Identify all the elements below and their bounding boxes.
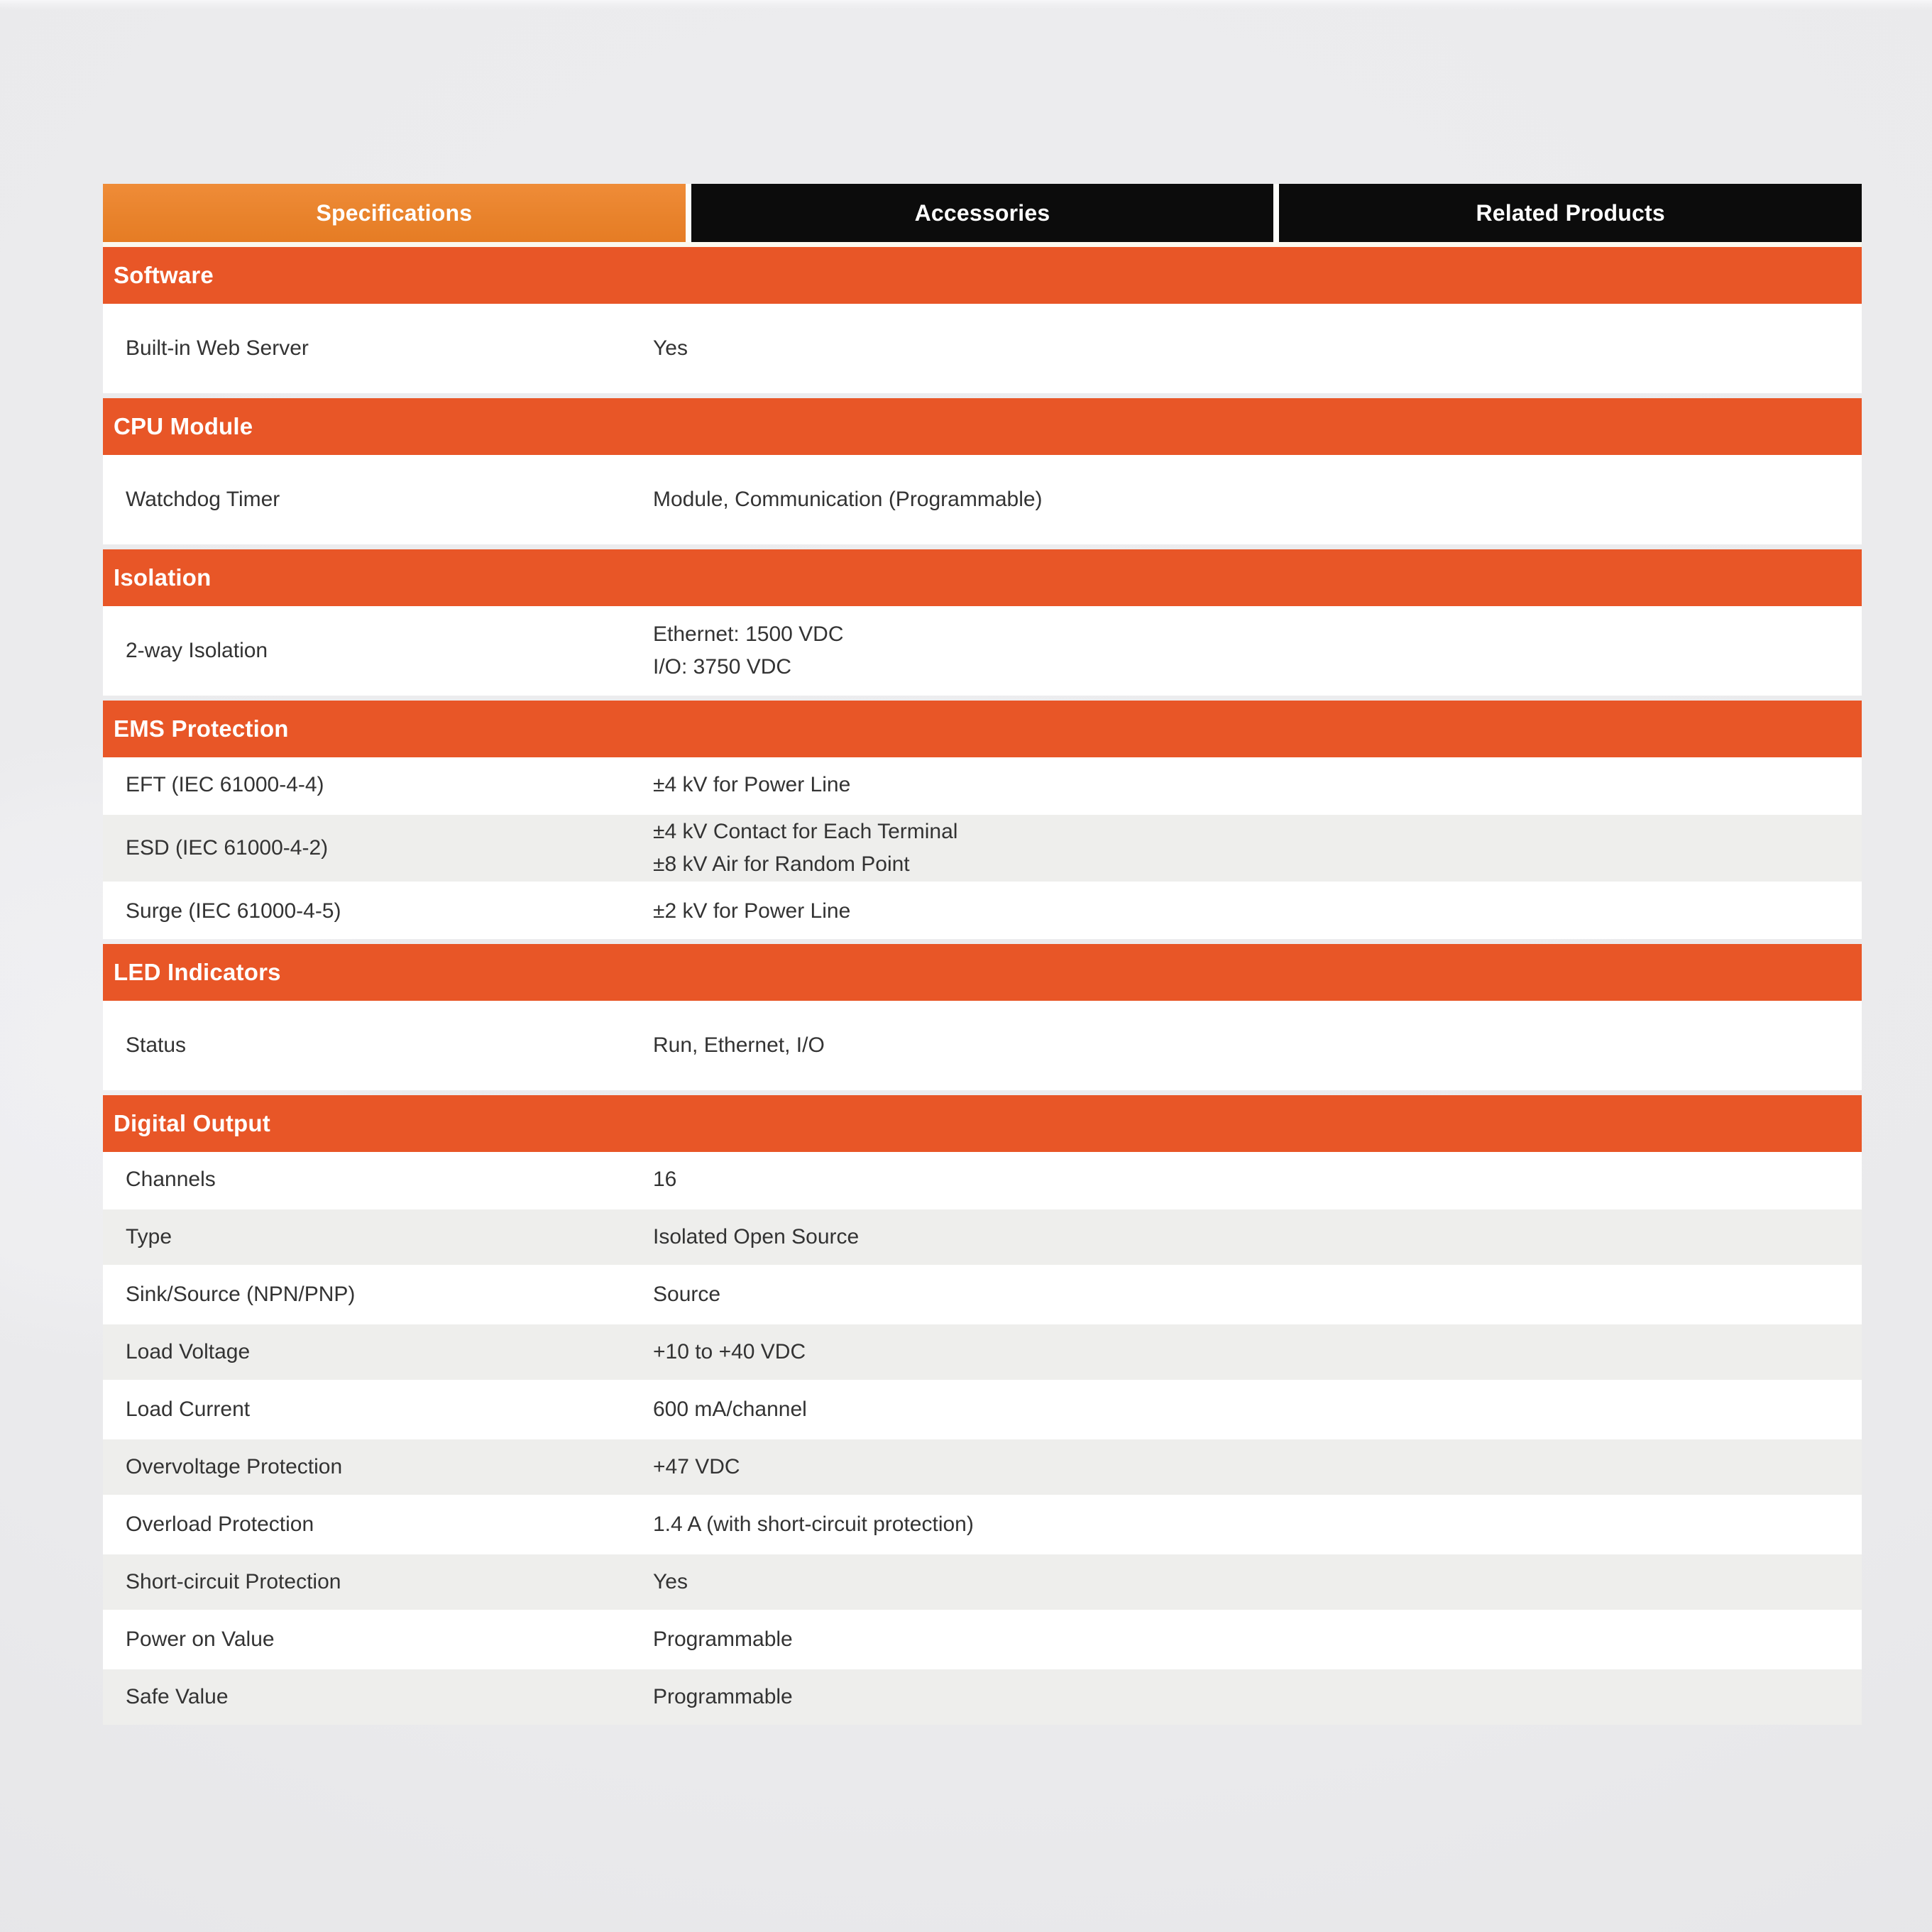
spec-row-built-in-web-server bbox=[103, 304, 1862, 393]
spec-value-line: Source bbox=[653, 1283, 721, 1306]
spec-value-line: ±4 kV for Power Line bbox=[653, 773, 851, 796]
spec-value-line: 1.4 A (with short-circuit protection) bbox=[653, 1513, 974, 1536]
section-digital-output bbox=[103, 1095, 1862, 1725]
spec-value bbox=[653, 895, 1862, 928]
spec-value bbox=[653, 1393, 1862, 1426]
section-title-digital-output: Digital Output bbox=[103, 1095, 1862, 1152]
spec-row-surge-iec-61000-4-5 bbox=[103, 882, 1862, 939]
tab-related-products[interactable]: Related Products bbox=[1279, 184, 1862, 242]
spec-label: 2-way Isolation bbox=[126, 639, 268, 662]
spec-row-watchdog-timer bbox=[103, 455, 1862, 544]
spec-row-sink-source-npn-pnp bbox=[103, 1265, 1862, 1322]
spec-label: Load Current bbox=[126, 1398, 251, 1421]
spec-value bbox=[653, 769, 1862, 801]
spec-value-line: Programmable bbox=[653, 1628, 793, 1651]
spec-value-line: 16 bbox=[653, 1168, 677, 1191]
spec-label: Status bbox=[126, 1033, 187, 1057]
spec-value-line: ±4 kV Contact for Each Terminal bbox=[653, 820, 958, 843]
spec-row-2-way-isolation bbox=[103, 606, 1862, 696]
spec-value bbox=[653, 1029, 1862, 1062]
spec-value-line: I/O: 3750 VDC bbox=[653, 655, 792, 679]
spec-label: Load Voltage bbox=[126, 1340, 251, 1363]
spec-row-channels bbox=[103, 1152, 1862, 1207]
spec-value bbox=[653, 816, 1862, 881]
spec-value-line: Yes bbox=[653, 1570, 688, 1593]
spec-row-load-current bbox=[103, 1380, 1862, 1437]
spec-value-line: Yes bbox=[653, 336, 688, 360]
spec-value-line: Programmable bbox=[653, 1685, 793, 1708]
section-title-software: Software bbox=[103, 247, 1862, 304]
spec-value-line: Isolated Open Source bbox=[653, 1225, 860, 1248]
spec-label: Power on Value bbox=[126, 1628, 275, 1651]
section-title-ems-protection: EMS Protection bbox=[103, 701, 1862, 757]
spec-label: Built-in Web Server bbox=[126, 336, 309, 360]
spec-value bbox=[653, 1336, 1862, 1368]
spec-label: Channels bbox=[126, 1168, 216, 1191]
spec-value bbox=[653, 1278, 1862, 1311]
spec-value-line: Ethernet: 1500 VDC bbox=[653, 622, 844, 646]
spec-value bbox=[653, 1221, 1862, 1253]
spec-sections bbox=[103, 247, 1862, 1725]
section-ems-protection bbox=[103, 701, 1862, 939]
tab-bar bbox=[103, 184, 1862, 247]
spec-value bbox=[653, 1508, 1862, 1541]
tab-accessories[interactable]: Accessories bbox=[691, 184, 1274, 242]
spec-label: ESD (IEC 61000-4-2) bbox=[126, 836, 329, 860]
spec-value bbox=[653, 483, 1862, 516]
spec-row-eft-iec-61000-4-4 bbox=[103, 757, 1862, 813]
spec-value-line: Run, Ethernet, I/O bbox=[653, 1033, 825, 1057]
spec-label: Sink/Source (NPN/PNP) bbox=[126, 1283, 356, 1306]
section-title-isolation: Isolation bbox=[103, 549, 1862, 606]
spec-value bbox=[653, 1451, 1862, 1483]
spec-value bbox=[653, 1566, 1862, 1598]
spec-label: Type bbox=[126, 1225, 172, 1248]
spec-row-short-circuit-protection bbox=[103, 1552, 1862, 1610]
spec-value bbox=[653, 618, 1862, 684]
spec-value-line: +10 to +40 VDC bbox=[653, 1340, 806, 1363]
spec-row-load-voltage bbox=[103, 1322, 1862, 1380]
spec-row-power-on-value bbox=[103, 1610, 1862, 1667]
spec-value-line: +47 VDC bbox=[653, 1455, 740, 1478]
spec-label: EFT (IEC 61000-4-4) bbox=[126, 773, 324, 796]
spec-label: Short-circuit Protection bbox=[126, 1570, 341, 1593]
section-software bbox=[103, 247, 1862, 393]
spec-label: Surge (IEC 61000-4-5) bbox=[126, 899, 341, 923]
spec-value bbox=[653, 332, 1862, 365]
spec-row-status bbox=[103, 1001, 1862, 1090]
spec-row-type bbox=[103, 1207, 1862, 1265]
spec-row-overload-protection bbox=[103, 1495, 1862, 1552]
spec-value-line: Module, Communication (Programmable) bbox=[653, 488, 1043, 511]
spec-label: Overvoltage Protection bbox=[126, 1455, 343, 1478]
spec-value bbox=[653, 1681, 1862, 1713]
spec-value-line: 600 mA/channel bbox=[653, 1398, 807, 1421]
spec-value-line: ±8 kV Air for Random Point bbox=[653, 852, 910, 876]
section-cpu-module bbox=[103, 398, 1862, 544]
section-title-led-indicators: LED Indicators bbox=[103, 944, 1862, 1001]
spec-label: Overload Protection bbox=[126, 1513, 314, 1536]
spec-row-esd-iec-61000-4-2 bbox=[103, 813, 1862, 882]
tab-specifications[interactable]: Specifications bbox=[103, 184, 686, 242]
spec-row-overvoltage-protection bbox=[103, 1437, 1862, 1495]
spec-value bbox=[653, 1163, 1862, 1196]
spec-label: Safe Value bbox=[126, 1685, 229, 1708]
product-info-panel bbox=[103, 184, 1862, 1730]
section-led-indicators bbox=[103, 944, 1862, 1090]
spec-label: Watchdog Timer bbox=[126, 488, 280, 511]
spec-value bbox=[653, 1623, 1862, 1656]
spec-row-safe-value bbox=[103, 1667, 1862, 1725]
section-title-cpu-module: CPU Module bbox=[103, 398, 1862, 455]
section-isolation bbox=[103, 549, 1862, 696]
spec-value-line: ±2 kV for Power Line bbox=[653, 899, 851, 923]
